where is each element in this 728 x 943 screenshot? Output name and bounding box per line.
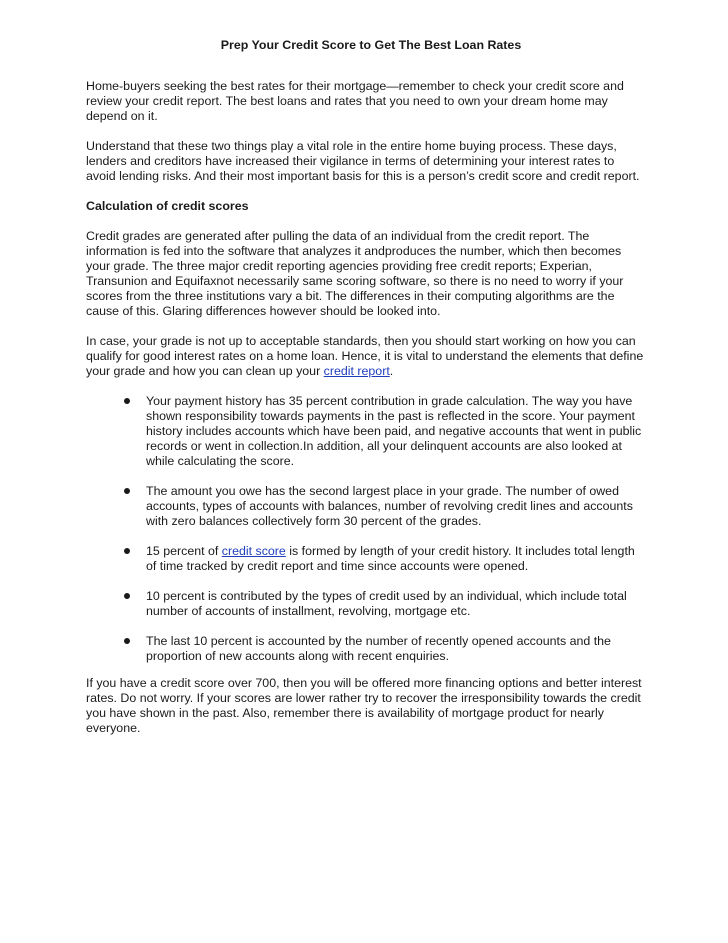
credit-factors-list [86,394,646,664]
bullet-icon [124,398,131,405]
bullet-icon [124,548,131,555]
bullet-icon [124,488,131,495]
closing-paragraph: If you have a credit score over 700, then you will be offered more financing options and better interest rates. Do not worry. If your scores are lower rather try to recover the irresponsibility towards the credit you have shown in the past. Also, remember there is availability of mortgage product for nearly everyone. [86,676,642,735]
list-item [86,394,646,469]
list-item [86,544,646,574]
intro-paragraph-1: Home-buyers seeking the best rates for their mortgage—remember to check your credit score and review your credit report. The best loans and rates that you need to own your dream home may depend on it. [86,79,624,123]
document-title: Prep Your Credit Score to Get The Best Loan Rates [220,38,522,52]
intro-paragraph-2: Understand that these two things play a vital role in the entire home buying process. These days, lenders and creditors have increased their vigilance in terms of determining your interest rates to avoid lending risks. And their most important basis for this is a person’s credit score and credit report. [86,139,640,183]
document-page [86,38,646,751]
bullet-icon [124,593,131,600]
list-item-text: 10 percent is contributed by the types of credit used by an individual, which include total number of accounts of installment, revolving, mortgage etc. [146,589,627,618]
list-item [86,589,646,619]
list-item [86,484,646,529]
list-item-text: The amount you owe has the second largest place in your grade. The number of owed accounts, types of accounts with balances, number of revolving credit lines and accounts with zero balances collectively form 30 percent of the grades. [146,484,633,528]
section-paragraph-1: Credit grades are generated after pulling the data of an individual from the credit report. The information is fed into the software that analyzes it andproduces the number, which then becomes your grade. The three major credit reporting agencies providing free credit reports; Experian, Transunion and Equifaxnot necessarily same scoring software, so there is no need to worry if your scores from the three institutions vary a bit. The differences in their computing algorithms are the cause of this. Glaring differences however should be looked into. [86,229,624,318]
list-item [86,634,646,664]
section-heading: Calculation of credit scores [86,199,249,213]
list-item-text: 15 percent of [146,544,222,558]
section-paragraph-2 [86,334,646,379]
section-paragraph-2-end: . [389,364,394,378]
credit-score-link[interactable]: credit score [221,544,286,558]
list-item-text-end: is formed by length of your credit history. It includes total length of time tracked by credit report and time since accounts were opened. [146,544,635,573]
list-item-text: Your payment history has 35 percent contribution in grade calculation. The way you have shown responsibility towards payments in the past is reflected in the score. Your payment history includes accounts which have been paid, and negative accounts that went in public records or went in collection.In addition, all your delinquent accounts are also looked at while calculating the score. [146,394,642,468]
section-paragraph-2-text: In case, your grade is not up to acceptable standards, then you should start working on how you can qualify for good interest rates on a home loan. Hence, it is vital to understand the elements that define your grade and how you can clean up your [86,334,644,378]
credit-report-link[interactable]: credit report [323,364,390,378]
bullet-icon [124,638,131,645]
list-item-text: The last 10 percent is accounted by the number of recently opened accounts and the proportion of new accounts along with recent enquiries. [146,634,611,663]
